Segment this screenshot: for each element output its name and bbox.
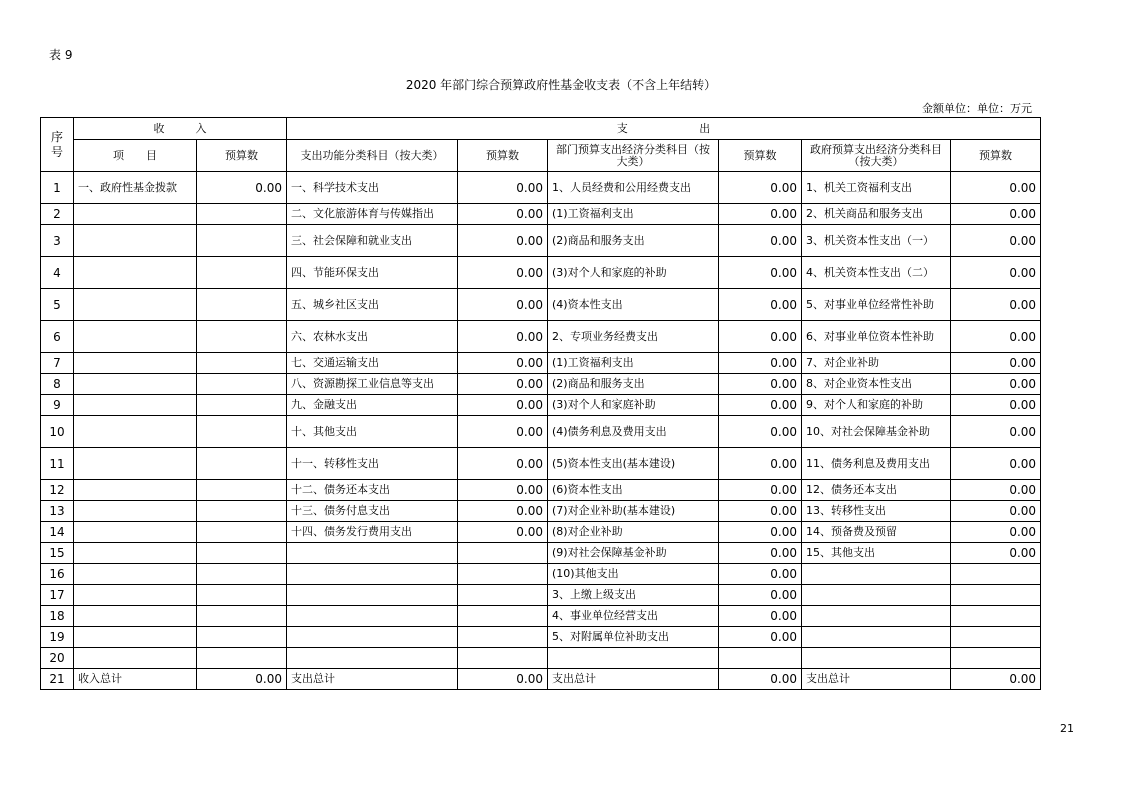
- gov-amount-cell: 0.00: [951, 448, 1041, 480]
- dept-amount-cell: 0.00: [719, 448, 802, 480]
- gov-econ-class-header: 政府预算支出经济分类科目（按大类）: [802, 140, 951, 172]
- func-class-cell: 三、社会保障和就业支出: [287, 225, 458, 257]
- table-row: [41, 172, 1041, 204]
- gov-amount-cell: 0.00: [951, 543, 1041, 564]
- gov-econ-class-cell: 8、对企业资本性支出: [802, 374, 951, 395]
- table-row: [41, 289, 1041, 321]
- dept-econ-class-cell: 2、专项业务经费支出: [548, 321, 719, 353]
- dept-amount-cell: 0.00: [719, 606, 802, 627]
- func-class-cell: 六、农林水支出: [287, 321, 458, 353]
- income-amount-cell: [197, 501, 287, 522]
- gov-amount-cell: 0.00: [951, 395, 1041, 416]
- income-item-cell: [74, 448, 197, 480]
- table-label: 表 9: [49, 48, 73, 62]
- func-amount-cell: 0.00: [458, 416, 548, 448]
- dept-econ-class-cell: (3)对个人和家庭的补助: [548, 257, 719, 289]
- income-item-cell: [74, 257, 197, 289]
- gov-amount-cell: [951, 606, 1041, 627]
- table-row: [41, 353, 1041, 374]
- dept-econ-class-cell: 3、上缴上级支出: [548, 585, 719, 606]
- serial-cell: 1: [41, 172, 74, 204]
- dept-amount-cell: 0.00: [719, 543, 802, 564]
- gov-econ-class-cell: 11、债务利息及费用支出: [802, 448, 951, 480]
- gov-amount-cell: 0.00: [951, 172, 1041, 204]
- dept-econ-class-cell: (9)对社会保障基金补助: [548, 543, 719, 564]
- dept-amount-cell: 0.00: [719, 257, 802, 289]
- gov-amount-cell: 0.00: [951, 480, 1041, 501]
- gov-econ-class-cell: 2、机关商品和服务支出: [802, 204, 951, 225]
- dept-econ-class-cell: (2)商品和服务支出: [548, 374, 719, 395]
- table-row: [41, 374, 1041, 395]
- table-row: [41, 395, 1041, 416]
- serial-cell: 3: [41, 225, 74, 257]
- table-row: [41, 204, 1041, 225]
- dept-amount-cell: 0.00: [719, 669, 802, 690]
- income-item-cell: [74, 289, 197, 321]
- func-class-cell: [287, 585, 458, 606]
- gov-econ-class-cell: [802, 564, 951, 585]
- dept-amount-cell: 0.00: [719, 321, 802, 353]
- func-amount-cell: [458, 648, 548, 669]
- dept-amount-cell: 0.00: [719, 204, 802, 225]
- gov-econ-class-cell: [802, 627, 951, 648]
- func-class-cell: 八、资源勘探工业信息等支出: [287, 374, 458, 395]
- income-amount-cell: [197, 606, 287, 627]
- income-amount-cell: [197, 321, 287, 353]
- gov-econ-class-cell: 14、预备费及预留: [802, 522, 951, 543]
- gov-amount-cell: 0.00: [951, 522, 1041, 543]
- gov-econ-class-cell: 13、转移性支出: [802, 501, 951, 522]
- table-row: [41, 448, 1041, 480]
- dept-econ-class-cell: (6)资本性支出: [548, 480, 719, 501]
- dept-amount-cell: 0.00: [719, 564, 802, 585]
- dept-econ-class-cell: (3)对个人和家庭补助: [548, 395, 719, 416]
- func-class-cell: 一、科学技术支出: [287, 172, 458, 204]
- serial-cell: 5: [41, 289, 74, 321]
- dept-econ-class-cell: (4)债务利息及费用支出: [548, 416, 719, 448]
- func-class-cell: 七、交通运输支出: [287, 353, 458, 374]
- gov-econ-class-cell: [802, 648, 951, 669]
- table-row: [41, 543, 1041, 564]
- table-row: [41, 669, 1041, 690]
- income-amount-cell: [197, 522, 287, 543]
- func-amount-cell: 0.00: [458, 522, 548, 543]
- serial-cell: 2: [41, 204, 74, 225]
- gov-econ-class-cell: 6、对事业单位资本性补助: [802, 321, 951, 353]
- func-amount-cell: [458, 564, 548, 585]
- gov-amount-cell: 0.00: [951, 289, 1041, 321]
- income-item-cell: [74, 501, 197, 522]
- income-amount-cell: [197, 353, 287, 374]
- income-item-cell: [74, 353, 197, 374]
- income-item-cell: 收入总计: [74, 669, 197, 690]
- serial-cell: 10: [41, 416, 74, 448]
- gov-amount-cell: 0.00: [951, 257, 1041, 289]
- income-budget-header: 预算数: [197, 140, 287, 172]
- dept-econ-class-cell: (5)资本性支出(基本建设): [548, 448, 719, 480]
- dept-amount-cell: 0.00: [719, 627, 802, 648]
- func-class-cell: 四、节能环保支出: [287, 257, 458, 289]
- serial-cell: 17: [41, 585, 74, 606]
- income-amount-cell: [197, 395, 287, 416]
- func-amount-cell: [458, 585, 548, 606]
- func-class-cell: [287, 543, 458, 564]
- income-item-cell: [74, 564, 197, 585]
- serial-header: 序号: [41, 118, 74, 172]
- func-amount-cell: 0.00: [458, 257, 548, 289]
- gov-amount-cell: 0.00: [951, 501, 1041, 522]
- income-amount-cell: [197, 627, 287, 648]
- dept-amount-cell: 0.00: [719, 480, 802, 501]
- serial-cell: 8: [41, 374, 74, 395]
- income-item-cell: [74, 480, 197, 501]
- expense-group-header: 支 出: [287, 118, 1041, 140]
- dept-econ-class-cell: 1、人员经费和公用经费支出: [548, 172, 719, 204]
- dept-econ-class-cell: [548, 648, 719, 669]
- func-amount-cell: [458, 606, 548, 627]
- income-amount-cell: [197, 448, 287, 480]
- func-class-cell: 十三、债务付息支出: [287, 501, 458, 522]
- func-class-cell: 支出总计: [287, 669, 458, 690]
- dept-amount-cell: 0.00: [719, 353, 802, 374]
- dept-econ-class-cell: 支出总计: [548, 669, 719, 690]
- gov-amount-cell: 0.00: [951, 374, 1041, 395]
- func-amount-cell: 0.00: [458, 480, 548, 501]
- table-row: [41, 627, 1041, 648]
- gov-econ-class-cell: 9、对个人和家庭的补助: [802, 395, 951, 416]
- dept-amount-cell: 0.00: [719, 501, 802, 522]
- dept-amount-cell: 0.00: [719, 172, 802, 204]
- dept-amount-cell: [719, 648, 802, 669]
- gov-amount-cell: 0.00: [951, 225, 1041, 257]
- func-class-cell: [287, 648, 458, 669]
- func-class-cell: [287, 564, 458, 585]
- serial-cell: 12: [41, 480, 74, 501]
- income-amount-cell: [197, 585, 287, 606]
- serial-cell: 16: [41, 564, 74, 585]
- table-row: [41, 225, 1041, 257]
- income-item-cell: [74, 416, 197, 448]
- income-item-cell: [74, 627, 197, 648]
- func-amount-cell: 0.00: [458, 353, 548, 374]
- header-row-columns: [41, 140, 1041, 172]
- func-class-cell: 二、文化旅游体育与传媒指出: [287, 204, 458, 225]
- gov-amount-cell: 0.00: [951, 321, 1041, 353]
- table-row: [41, 501, 1041, 522]
- dept-amount-cell: 0.00: [719, 416, 802, 448]
- serial-cell: 4: [41, 257, 74, 289]
- serial-cell: 6: [41, 321, 74, 353]
- func-amount-cell: 0.00: [458, 448, 548, 480]
- func-amount-cell: 0.00: [458, 669, 548, 690]
- table-row: [41, 648, 1041, 669]
- dept-econ-class-cell: (1)工资福利支出: [548, 204, 719, 225]
- func-budget-header: 预算数: [458, 140, 548, 172]
- gov-amount-cell: [951, 585, 1041, 606]
- dept-econ-class-cell: 5、对附属单位补助支出: [548, 627, 719, 648]
- dept-econ-class-cell: (7)对企业补助(基本建设): [548, 501, 719, 522]
- gov-amount-cell: 0.00: [951, 353, 1041, 374]
- table-row: [41, 480, 1041, 501]
- income-amount-cell: [197, 543, 287, 564]
- income-amount-cell: [197, 257, 287, 289]
- gov-econ-class-cell: 10、对社会保障基金补助: [802, 416, 951, 448]
- serial-cell: 14: [41, 522, 74, 543]
- func-class-cell: 十、其他支出: [287, 416, 458, 448]
- income-amount-cell: [197, 648, 287, 669]
- amount-unit: 金额单位：单位：万元: [922, 102, 1032, 115]
- gov-econ-class-cell: 支出总计: [802, 669, 951, 690]
- gov-amount-cell: [951, 648, 1041, 669]
- func-amount-cell: [458, 627, 548, 648]
- gov-econ-class-cell: 4、机关资本性支出（二）: [802, 257, 951, 289]
- header-row-group: [41, 118, 1041, 140]
- serial-cell: 9: [41, 395, 74, 416]
- dept-amount-cell: 0.00: [719, 374, 802, 395]
- dept-amount-cell: 0.00: [719, 395, 802, 416]
- serial-cell: 11: [41, 448, 74, 480]
- gov-econ-class-cell: [802, 585, 951, 606]
- func-amount-cell: 0.00: [458, 501, 548, 522]
- income-amount-cell: 0.00: [197, 172, 287, 204]
- gov-amount-cell: [951, 627, 1041, 648]
- income-amount-cell: [197, 289, 287, 321]
- table-row: [41, 585, 1041, 606]
- dept-econ-class-cell: (2)商品和服务支出: [548, 225, 719, 257]
- income-item-header: 项 目: [74, 140, 197, 172]
- gov-amount-cell: 0.00: [951, 669, 1041, 690]
- dept-econ-class-cell: (10)其他支出: [548, 564, 719, 585]
- income-item-cell: [74, 543, 197, 564]
- income-amount-cell: 0.00: [197, 669, 287, 690]
- gov-econ-class-cell: 12、债务还本支出: [802, 480, 951, 501]
- func-amount-cell: 0.00: [458, 395, 548, 416]
- table-row: [41, 257, 1041, 289]
- income-item-cell: [74, 204, 197, 225]
- income-group-header: 收 入: [74, 118, 287, 140]
- table-row: [41, 522, 1041, 543]
- serial-cell: 7: [41, 353, 74, 374]
- table-row: [41, 321, 1041, 353]
- gov-amount-cell: 0.00: [951, 416, 1041, 448]
- dept-budget-header: 预算数: [719, 140, 802, 172]
- income-item-cell: [74, 585, 197, 606]
- serial-cell: 13: [41, 501, 74, 522]
- gov-econ-class-cell: 7、对企业补助: [802, 353, 951, 374]
- serial-cell: 20: [41, 648, 74, 669]
- gov-econ-class-cell: 15、其他支出: [802, 543, 951, 564]
- income-amount-cell: [197, 225, 287, 257]
- gov-amount-cell: 0.00: [951, 204, 1041, 225]
- gov-econ-class-cell: [802, 606, 951, 627]
- func-amount-cell: 0.00: [458, 172, 548, 204]
- gov-econ-class-cell: 1、机关工资福利支出: [802, 172, 951, 204]
- gov-budget-header: 预算数: [951, 140, 1041, 172]
- func-class-cell: 十一、转移性支出: [287, 448, 458, 480]
- income-item-cell: [74, 395, 197, 416]
- func-class-header: 支出功能分类科目（按大类）: [287, 140, 458, 172]
- table-row: [41, 564, 1041, 585]
- income-item-cell: [74, 606, 197, 627]
- page-number: 21: [1060, 722, 1074, 735]
- dept-econ-class-cell: (8)对企业补助: [548, 522, 719, 543]
- func-amount-cell: [458, 543, 548, 564]
- fund-budget-table: [40, 117, 1041, 690]
- dept-amount-cell: 0.00: [719, 522, 802, 543]
- income-amount-cell: [197, 416, 287, 448]
- func-class-cell: [287, 606, 458, 627]
- serial-cell: 19: [41, 627, 74, 648]
- func-class-cell: 九、金融支出: [287, 395, 458, 416]
- income-item-cell: [74, 374, 197, 395]
- dept-amount-cell: 0.00: [719, 225, 802, 257]
- income-amount-cell: [197, 480, 287, 501]
- income-item-cell: [74, 648, 197, 669]
- serial-cell: 18: [41, 606, 74, 627]
- dept-econ-class-cell: (4)资本性支出: [548, 289, 719, 321]
- income-amount-cell: [197, 374, 287, 395]
- document-title: 2020 年部门综合预算政府性基金收支表（不含上年结转）: [405, 78, 717, 92]
- dept-amount-cell: 0.00: [719, 289, 802, 321]
- income-item-cell: [74, 225, 197, 257]
- table-row: [41, 416, 1041, 448]
- income-item-cell: 一、政府性基金拨款: [74, 172, 197, 204]
- dept-econ-class-cell: (1)工资福利支出: [548, 353, 719, 374]
- func-class-cell: 十四、债务发行费用支出: [287, 522, 458, 543]
- func-amount-cell: 0.00: [458, 204, 548, 225]
- gov-econ-class-cell: 3、机关资本性支出（一）: [802, 225, 951, 257]
- income-item-cell: [74, 321, 197, 353]
- income-amount-cell: [197, 204, 287, 225]
- serial-cell: 15: [41, 543, 74, 564]
- func-amount-cell: 0.00: [458, 321, 548, 353]
- dept-amount-cell: 0.00: [719, 585, 802, 606]
- func-amount-cell: 0.00: [458, 225, 548, 257]
- serial-cell: 21: [41, 669, 74, 690]
- gov-amount-cell: [951, 564, 1041, 585]
- func-amount-cell: 0.00: [458, 289, 548, 321]
- func-class-cell: 十二、债务还本支出: [287, 480, 458, 501]
- func-amount-cell: 0.00: [458, 374, 548, 395]
- dept-econ-class-cell: 4、事业单位经营支出: [548, 606, 719, 627]
- income-amount-cell: [197, 564, 287, 585]
- income-item-cell: [74, 522, 197, 543]
- gov-econ-class-cell: 5、对事业单位经常性补助: [802, 289, 951, 321]
- dept-econ-class-header: 部门预算支出经济分类科目（按大类）: [548, 140, 719, 172]
- func-class-cell: 五、城乡社区支出: [287, 289, 458, 321]
- func-class-cell: [287, 627, 458, 648]
- table-row: [41, 606, 1041, 627]
